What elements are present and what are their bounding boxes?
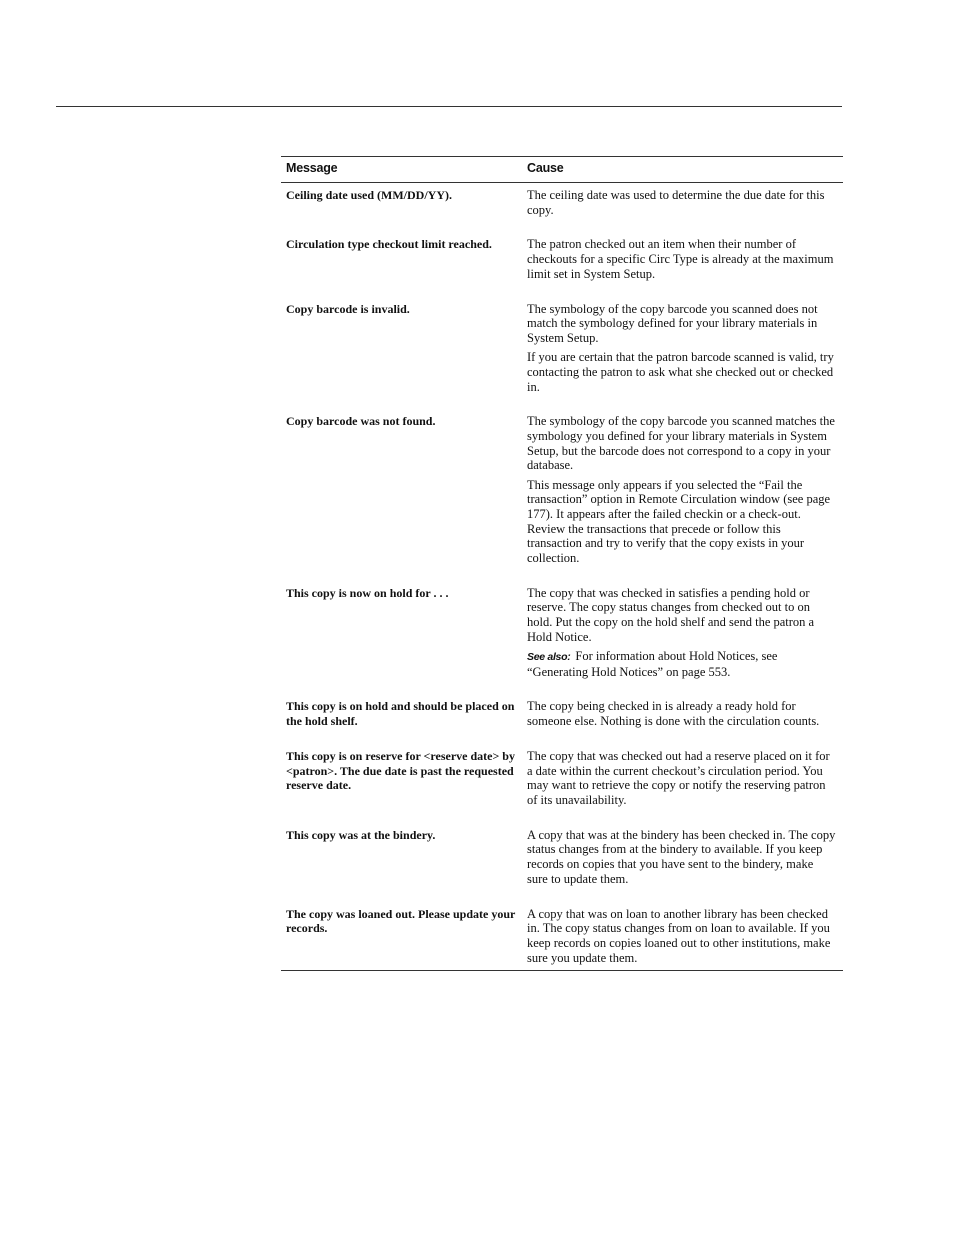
header-message: Message xyxy=(286,161,338,175)
see-also-text: For information about Hold Notices, see “Generating Hold Notices” on page 553. xyxy=(527,649,778,679)
row-message: This copy is now on hold for . . . xyxy=(286,585,449,600)
row-cause xyxy=(522,302,843,395)
row-message: Circulation type checkout limit reached. xyxy=(286,237,492,252)
row-message: This copy is on reserve for <reserve date> by <patron>. The due date is past the requested reserve date. xyxy=(286,748,515,793)
cause-paragraph: The copy that was checked in satisfies a pending hold or reserve. The copy status changes from checked out to on hold. Put the copy on the hold shelf and send the patron a Hold Notice. xyxy=(527,585,815,644)
cause-paragraph: The patron checked out an item when their number of checkouts for a specific Circ Type is already at the maximum limit set in System Setup. xyxy=(527,237,834,281)
row-cause xyxy=(522,414,843,566)
row-message: This copy was at the bindery. xyxy=(286,827,436,842)
cause-paragraph: The symbology of the copy barcode you scanned does not match the symbology defined for your library materials in System Setup. xyxy=(527,301,818,345)
cause-paragraph: This message only appears if you selected the “Fail the transaction” option in Remote Circulation window (see page 177). It appears after the failed checkin or a check-out. Review the transactions that precede or follow this transaction and try to verify that the copy exists in your collection. xyxy=(527,477,831,566)
row-cause xyxy=(522,699,843,728)
cause-paragraph: The symbology of the copy barcode you scanned matches the symbology you defined for your library materials in System Setup, but the barcode does not correspond to a copy in your database. xyxy=(527,414,835,473)
table-row xyxy=(281,188,843,217)
table-row xyxy=(281,586,843,680)
row-cause xyxy=(522,828,843,887)
table-row xyxy=(281,414,843,566)
table-header xyxy=(281,157,843,183)
row-message: The copy was loaned out. Please update your records. xyxy=(286,906,516,936)
row-cause xyxy=(522,188,843,217)
page-header-rule xyxy=(56,106,842,107)
row-cause xyxy=(522,907,843,966)
table-body xyxy=(281,183,843,970)
cause-paragraph: A copy that was on loan to another library has been checked in. The copy status changes from on loan to available. If you keep records on copies loaned out to other institutions, make sure you update them. xyxy=(527,906,831,965)
row-message: Copy barcode is invalid. xyxy=(286,301,410,316)
table-row xyxy=(281,237,843,281)
cause-paragraph: The ceiling date was used to determine the due date for this copy. xyxy=(527,188,825,217)
see-also-note xyxy=(527,649,837,679)
cause-paragraph: The copy being checked in is already a ready hold for someone else. Nothing is done with the circulation counts. xyxy=(527,699,820,729)
row-message: Ceiling date used (MM/DD/YY). xyxy=(286,188,452,202)
cause-paragraph: The copy that was checked out had a reserve placed on it for a date within the current checkout’s circulation period. You may want to retrieve the copy or notify the reserving patron of its unavailability. xyxy=(527,748,830,807)
table-row xyxy=(281,907,843,966)
see-also-label: See also: xyxy=(527,651,571,664)
row-message: Copy barcode was not found. xyxy=(286,414,436,429)
cause-paragraph: If you are certain that the patron barcode scanned is valid, try contacting the patron to ask what she checked out or checked in. xyxy=(527,350,834,394)
table-row xyxy=(281,302,843,395)
header-cause: Cause xyxy=(527,161,564,175)
row-cause xyxy=(522,749,843,808)
row-cause xyxy=(522,586,843,680)
row-cause xyxy=(522,237,843,281)
message-cause-table xyxy=(281,156,843,971)
table-row xyxy=(281,828,843,887)
table-row xyxy=(281,699,843,728)
table-row xyxy=(281,749,843,808)
row-message: This copy is on hold and should be placed on the hold shelf. xyxy=(286,699,515,729)
cause-paragraph: A copy that was at the bindery has been checked in. The copy status changes from at the bindery to available. If you keep records on copies that you have sent to the bindery, make sure to update them. xyxy=(527,827,836,886)
